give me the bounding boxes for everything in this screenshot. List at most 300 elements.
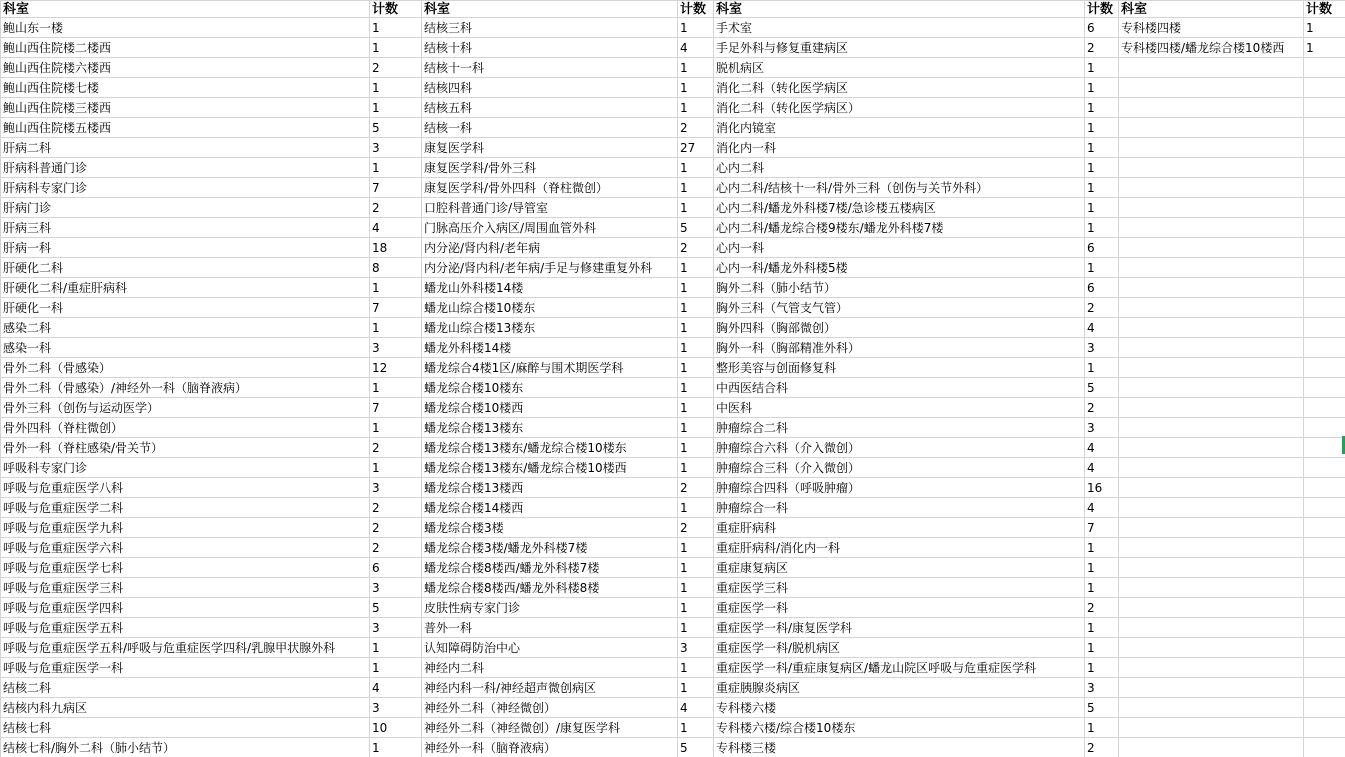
cell-department-2[interactable]: 皮肤性病专家门诊	[422, 598, 678, 618]
cell-count-2[interactable]: 1	[678, 398, 714, 418]
cell-count-2[interactable]: 1	[678, 338, 714, 358]
cell-count-4[interactable]	[1304, 238, 1345, 258]
cell-count-4[interactable]	[1304, 338, 1345, 358]
cell-department-4[interactable]: 专科楼四楼	[1119, 18, 1304, 38]
cell-department-1[interactable]: 感染一科	[1, 338, 370, 358]
cell-department-3[interactable]: 心内一科/蟠龙外科楼5楼	[714, 258, 1085, 278]
cell-count-1[interactable]: 12	[370, 358, 422, 378]
cell-count-4[interactable]	[1304, 598, 1345, 618]
cell-department-1[interactable]: 骨外一科（脊柱感染/骨关节）	[1, 438, 370, 458]
cell-department-1[interactable]: 骨外三科（创伤与运动医学）	[1, 398, 370, 418]
cell-department-3[interactable]: 胸外四科（胸部微创）	[714, 318, 1085, 338]
cell-count-1[interactable]: 3	[370, 578, 422, 598]
cell-count-1[interactable]: 1	[370, 78, 422, 98]
cell-count-2[interactable]: 1	[678, 438, 714, 458]
cell-count-2[interactable]: 1	[678, 58, 714, 78]
cell-department-3[interactable]: 肿瘤综合二科	[714, 418, 1085, 438]
cell-department-2[interactable]: 康复医学科/骨外四科（脊柱微创）	[422, 178, 678, 198]
cell-count-3[interactable]: 4	[1085, 438, 1119, 458]
header-department-4[interactable]: 科室	[1119, 1, 1304, 18]
cell-count-4[interactable]	[1304, 58, 1345, 78]
cell-department-4[interactable]	[1119, 498, 1304, 518]
cell-count-2[interactable]: 1	[678, 618, 714, 638]
cell-department-1[interactable]: 呼吸与危重症医学五科/呼吸与危重症医学四科/乳腺甲状腺外科	[1, 638, 370, 658]
cell-count-3[interactable]: 3	[1085, 338, 1119, 358]
cell-count-3[interactable]: 1	[1085, 578, 1119, 598]
cell-department-2[interactable]: 结核十一科	[422, 58, 678, 78]
cell-count-1[interactable]: 8	[370, 258, 422, 278]
cell-department-4[interactable]	[1119, 478, 1304, 498]
cell-department-1[interactable]: 鲍山西住院楼七楼	[1, 78, 370, 98]
cell-count-3[interactable]: 1	[1085, 218, 1119, 238]
cell-count-1[interactable]: 2	[370, 198, 422, 218]
cell-count-3[interactable]: 5	[1085, 378, 1119, 398]
cell-count-3[interactable]: 4	[1085, 318, 1119, 338]
cell-count-4[interactable]	[1304, 658, 1345, 678]
cell-count-1[interactable]: 10	[370, 718, 422, 738]
cell-count-2[interactable]: 2	[678, 238, 714, 258]
cell-department-1[interactable]: 骨外四科（脊柱微创）	[1, 418, 370, 438]
cell-department-1[interactable]: 呼吸科专家门诊	[1, 458, 370, 478]
cell-department-2[interactable]: 结核五科	[422, 98, 678, 118]
header-count-2[interactable]: 计数	[678, 1, 714, 18]
cell-department-1[interactable]: 结核内科九病区	[1, 698, 370, 718]
cell-department-2[interactable]: 内分泌/肾内科/老年病	[422, 238, 678, 258]
cell-count-1[interactable]: 4	[370, 678, 422, 698]
cell-department-2[interactable]: 康复医学科/骨外三科	[422, 158, 678, 178]
cell-count-4[interactable]	[1304, 218, 1345, 238]
cell-count-3[interactable]: 16	[1085, 478, 1119, 498]
cell-count-2[interactable]: 2	[678, 118, 714, 138]
cell-department-4[interactable]	[1119, 298, 1304, 318]
cell-count-3[interactable]: 3	[1085, 678, 1119, 698]
cell-department-1[interactable]: 肝硬化二科/重症肝病科	[1, 278, 370, 298]
cell-department-4[interactable]	[1119, 118, 1304, 138]
cell-department-3[interactable]: 心内二科/蟠龙外科楼7楼/急诊楼五楼病区	[714, 198, 1085, 218]
cell-department-2[interactable]: 结核一科	[422, 118, 678, 138]
cell-department-4[interactable]	[1119, 658, 1304, 678]
cell-count-2[interactable]: 1	[678, 558, 714, 578]
cell-count-3[interactable]: 1	[1085, 58, 1119, 78]
cell-department-3[interactable]: 心内二科	[714, 158, 1085, 178]
cell-department-1[interactable]: 呼吸与危重症医学八科	[1, 478, 370, 498]
cell-count-4[interactable]	[1304, 418, 1345, 438]
cell-count-4[interactable]	[1304, 258, 1345, 278]
cell-department-1[interactable]: 感染二科	[1, 318, 370, 338]
cell-count-4[interactable]	[1304, 358, 1345, 378]
cell-department-3[interactable]: 消化二科（转化医学病区	[714, 78, 1085, 98]
cell-department-2[interactable]: 口腔科普通门诊/导管室	[422, 198, 678, 218]
cell-department-1[interactable]: 呼吸与危重症医学三科	[1, 578, 370, 598]
cell-count-1[interactable]: 6	[370, 558, 422, 578]
cell-department-4[interactable]	[1119, 418, 1304, 438]
cell-department-1[interactable]: 骨外二科（骨感染）/神经外一科（脑脊液病）	[1, 378, 370, 398]
cell-department-4[interactable]	[1119, 218, 1304, 238]
cell-count-3[interactable]: 2	[1085, 598, 1119, 618]
cell-department-3[interactable]: 中医科	[714, 398, 1085, 418]
cell-count-4[interactable]	[1304, 458, 1345, 478]
cell-department-2[interactable]: 神经内二科	[422, 658, 678, 678]
cell-department-1[interactable]: 呼吸与危重症医学二科	[1, 498, 370, 518]
cell-count-2[interactable]: 1	[678, 498, 714, 518]
cell-count-2[interactable]: 1	[678, 198, 714, 218]
cell-count-2[interactable]: 1	[678, 258, 714, 278]
cell-department-2[interactable]: 蟠龙综合楼10楼西	[422, 398, 678, 418]
cell-department-2[interactable]: 普外一科	[422, 618, 678, 638]
cell-count-1[interactable]: 3	[370, 138, 422, 158]
cell-count-1[interactable]: 1	[370, 98, 422, 118]
cell-count-3[interactable]: 1	[1085, 78, 1119, 98]
cell-department-4[interactable]	[1119, 618, 1304, 638]
cell-count-4[interactable]	[1304, 198, 1345, 218]
cell-count-1[interactable]: 1	[370, 418, 422, 438]
cell-department-4[interactable]	[1119, 678, 1304, 698]
cell-count-1[interactable]: 3	[370, 338, 422, 358]
cell-department-3[interactable]: 脱机病区	[714, 58, 1085, 78]
cell-count-1[interactable]: 7	[370, 398, 422, 418]
cell-department-3[interactable]: 心内一科	[714, 238, 1085, 258]
cell-count-4[interactable]	[1304, 678, 1345, 698]
cell-count-4[interactable]	[1304, 378, 1345, 398]
cell-count-1[interactable]: 5	[370, 598, 422, 618]
cell-count-4[interactable]	[1304, 98, 1345, 118]
cell-department-3[interactable]: 重症肝病科	[714, 518, 1085, 538]
cell-count-3[interactable]: 1	[1085, 538, 1119, 558]
cell-department-1[interactable]: 肝病科普通门诊	[1, 158, 370, 178]
cell-department-4[interactable]	[1119, 358, 1304, 378]
cell-department-4[interactable]	[1119, 158, 1304, 178]
cell-department-2[interactable]: 神经外二科（神经微创）/康复医学科	[422, 718, 678, 738]
cell-department-3[interactable]: 整形美容与创面修复科	[714, 358, 1085, 378]
cell-department-2[interactable]: 蟠龙综合楼13楼东/蟠龙综合楼10楼西	[422, 458, 678, 478]
cell-department-3[interactable]: 肿瘤综合一科	[714, 498, 1085, 518]
cell-department-3[interactable]: 胸外一科（胸部精准外科）	[714, 338, 1085, 358]
cell-count-4[interactable]	[1304, 478, 1345, 498]
cell-count-3[interactable]: 1	[1085, 718, 1119, 738]
cell-department-4[interactable]	[1119, 338, 1304, 358]
cell-department-3[interactable]: 消化内镜室	[714, 118, 1085, 138]
cell-count-4[interactable]	[1304, 518, 1345, 538]
cell-department-3[interactable]: 重症医学三科	[714, 578, 1085, 598]
cell-department-4[interactable]	[1119, 438, 1304, 458]
cell-department-1[interactable]: 结核二科	[1, 678, 370, 698]
cell-count-1[interactable]: 1	[370, 318, 422, 338]
cell-department-1[interactable]: 呼吸与危重症医学四科	[1, 598, 370, 618]
cell-department-1[interactable]: 鲍山西住院楼二楼西	[1, 38, 370, 58]
cell-department-1[interactable]: 肝硬化一科	[1, 298, 370, 318]
cell-count-4[interactable]	[1304, 398, 1345, 418]
cell-count-2[interactable]: 1	[678, 578, 714, 598]
cell-department-2[interactable]: 康复医学科	[422, 138, 678, 158]
cell-count-3[interactable]: 7	[1085, 518, 1119, 538]
cell-count-3[interactable]: 1	[1085, 198, 1119, 218]
cell-department-3[interactable]: 重症医学一科/脱机病区	[714, 638, 1085, 658]
cell-count-4[interactable]	[1304, 118, 1345, 138]
cell-count-3[interactable]: 1	[1085, 658, 1119, 678]
cell-count-4[interactable]	[1304, 538, 1345, 558]
cell-department-2[interactable]: 蟠龙外科楼14楼	[422, 338, 678, 358]
header-department-2[interactable]: 科室	[422, 1, 678, 18]
cell-department-3[interactable]: 心内二科/蟠龙综合楼9楼东/蟠龙外科楼7楼	[714, 218, 1085, 238]
cell-department-4[interactable]	[1119, 518, 1304, 538]
cell-count-1[interactable]: 2	[370, 538, 422, 558]
cell-department-2[interactable]: 神经内科一科/神经超声微创病区	[422, 678, 678, 698]
cell-count-2[interactable]: 1	[678, 378, 714, 398]
cell-count-3[interactable]: 2	[1085, 298, 1119, 318]
cell-count-2[interactable]: 4	[678, 698, 714, 718]
cell-count-2[interactable]: 1	[678, 78, 714, 98]
cell-department-4[interactable]	[1119, 718, 1304, 738]
cell-department-3[interactable]: 中西医结合科	[714, 378, 1085, 398]
cell-count-3[interactable]: 3	[1085, 418, 1119, 438]
cell-department-1[interactable]: 鲍山西住院楼六楼西	[1, 58, 370, 78]
cell-count-4[interactable]	[1304, 178, 1345, 198]
cell-count-4[interactable]	[1304, 158, 1345, 178]
cell-department-3[interactable]: 肿瘤综合六科（介入微创）	[714, 438, 1085, 458]
header-count-1[interactable]: 计数	[370, 1, 422, 18]
cell-department-4[interactable]	[1119, 78, 1304, 98]
cell-count-4[interactable]	[1304, 638, 1345, 658]
cell-department-4[interactable]	[1119, 238, 1304, 258]
cell-count-4[interactable]: 1	[1304, 38, 1345, 58]
cell-department-2[interactable]: 认知障碍防治中心	[422, 638, 678, 658]
cell-count-4[interactable]	[1304, 138, 1345, 158]
cell-department-2[interactable]: 内分泌/肾内科/老年病/手足与修建重复外科	[422, 258, 678, 278]
cell-count-1[interactable]: 1	[370, 638, 422, 658]
cell-count-4[interactable]	[1304, 438, 1345, 458]
cell-department-2[interactable]: 结核三科	[422, 18, 678, 38]
cell-count-3[interactable]: 2	[1085, 398, 1119, 418]
cell-count-3[interactable]: 6	[1085, 18, 1119, 38]
cell-count-3[interactable]: 6	[1085, 278, 1119, 298]
cell-department-2[interactable]: 蟠龙综合楼3楼/蟠龙外科楼7楼	[422, 538, 678, 558]
cell-count-1[interactable]: 3	[370, 478, 422, 498]
header-department-3[interactable]: 科室	[714, 1, 1085, 18]
cell-department-2[interactable]: 蟠龙综合4楼1区/麻醉与围术期医学科	[422, 358, 678, 378]
header-department-1[interactable]: 科室	[1, 1, 370, 18]
cell-department-4[interactable]	[1119, 258, 1304, 278]
cell-department-4[interactable]	[1119, 138, 1304, 158]
cell-department-4[interactable]	[1119, 698, 1304, 718]
cell-count-2[interactable]: 1	[678, 718, 714, 738]
cell-department-4[interactable]	[1119, 58, 1304, 78]
cell-count-2[interactable]: 3	[678, 638, 714, 658]
cell-count-1[interactable]: 3	[370, 698, 422, 718]
cell-department-3[interactable]: 重症胰腺炎病区	[714, 678, 1085, 698]
cell-department-2[interactable]: 结核四科	[422, 78, 678, 98]
cell-department-3[interactable]: 重症医学一科/重症康复病区/蟠龙山院区呼吸与危重症医学科	[714, 658, 1085, 678]
cell-department-1[interactable]: 呼吸与危重症医学一科	[1, 658, 370, 678]
cell-department-3[interactable]: 消化内一科	[714, 138, 1085, 158]
cell-count-1[interactable]: 2	[370, 518, 422, 538]
cell-department-1[interactable]: 结核七科/胸外二科（肺小结节）	[1, 738, 370, 757]
cell-department-2[interactable]: 神经外二科（神经微创）	[422, 698, 678, 718]
cell-department-4[interactable]	[1119, 378, 1304, 398]
cell-department-3[interactable]: 胸外三科（气管支气管）	[714, 298, 1085, 318]
cell-department-1[interactable]: 肝病门诊	[1, 198, 370, 218]
cell-count-1[interactable]: 3	[370, 618, 422, 638]
cell-department-1[interactable]: 呼吸与危重症医学五科	[1, 618, 370, 638]
cell-count-1[interactable]: 1	[370, 278, 422, 298]
cell-department-2[interactable]: 门脉高压介入病区/周围血管外科	[422, 218, 678, 238]
cell-department-1[interactable]: 呼吸与危重症医学六科	[1, 538, 370, 558]
cell-count-4[interactable]	[1304, 718, 1345, 738]
cell-count-1[interactable]: 4	[370, 218, 422, 238]
cell-department-3[interactable]: 肿瘤综合三科（介入微创）	[714, 458, 1085, 478]
cell-department-4[interactable]	[1119, 558, 1304, 578]
cell-department-1[interactable]: 呼吸与危重症医学九科	[1, 518, 370, 538]
cell-department-4[interactable]	[1119, 458, 1304, 478]
cell-department-3[interactable]: 专科楼六楼	[714, 698, 1085, 718]
cell-count-2[interactable]: 1	[678, 278, 714, 298]
cell-count-1[interactable]: 1	[370, 658, 422, 678]
cell-count-4[interactable]	[1304, 318, 1345, 338]
cell-count-3[interactable]: 2	[1085, 38, 1119, 58]
cell-count-2[interactable]: 1	[678, 318, 714, 338]
cell-count-2[interactable]: 1	[678, 298, 714, 318]
cell-count-1[interactable]: 2	[370, 498, 422, 518]
cell-department-3[interactable]: 肿瘤综合四科（呼吸肿瘤）	[714, 478, 1085, 498]
cell-count-3[interactable]: 1	[1085, 158, 1119, 178]
cell-count-3[interactable]: 1	[1085, 358, 1119, 378]
cell-department-3[interactable]: 重症康复病区	[714, 558, 1085, 578]
cell-department-4[interactable]	[1119, 738, 1304, 757]
cell-department-4[interactable]	[1119, 178, 1304, 198]
cell-count-4[interactable]	[1304, 298, 1345, 318]
cell-department-3[interactable]: 专科楼六楼/综合楼10楼东	[714, 718, 1085, 738]
cell-department-3[interactable]: 胸外二科（肺小结节）	[714, 278, 1085, 298]
cell-department-3[interactable]: 心内二科/结核十一科/骨外三科（创伤与关节外科）	[714, 178, 1085, 198]
cell-count-1[interactable]: 1	[370, 738, 422, 757]
cell-department-2[interactable]: 蟠龙山综合楼13楼东	[422, 318, 678, 338]
cell-department-4[interactable]: 专科楼四楼/蟠龙综合楼10楼西	[1119, 38, 1304, 58]
cell-count-3[interactable]: 4	[1085, 458, 1119, 478]
cell-count-4[interactable]	[1304, 498, 1345, 518]
cell-department-1[interactable]: 肝病三科	[1, 218, 370, 238]
cell-department-3[interactable]: 消化二科（转化医学病区）	[714, 98, 1085, 118]
cell-count-2[interactable]: 1	[678, 98, 714, 118]
cell-department-3[interactable]: 专科楼三楼	[714, 738, 1085, 757]
cell-count-4[interactable]	[1304, 578, 1345, 598]
cell-count-4[interactable]	[1304, 738, 1345, 757]
cell-count-1[interactable]: 1	[370, 38, 422, 58]
cell-count-4[interactable]	[1304, 78, 1345, 98]
cell-department-3[interactable]: 重症医学一科	[714, 598, 1085, 618]
cell-count-4[interactable]	[1304, 558, 1345, 578]
cell-department-2[interactable]: 蟠龙山综合楼10楼东	[422, 298, 678, 318]
cell-count-3[interactable]: 4	[1085, 498, 1119, 518]
cell-count-1[interactable]: 5	[370, 118, 422, 138]
cell-count-1[interactable]: 2	[370, 438, 422, 458]
cell-count-4[interactable]	[1304, 278, 1345, 298]
cell-department-3[interactable]: 重症医学一科/康复医学科	[714, 618, 1085, 638]
cell-count-3[interactable]: 1	[1085, 638, 1119, 658]
cell-count-2[interactable]: 27	[678, 138, 714, 158]
cell-department-2[interactable]: 蟠龙综合楼10楼东	[422, 378, 678, 398]
cell-count-3[interactable]: 1	[1085, 178, 1119, 198]
cell-count-2[interactable]: 1	[678, 538, 714, 558]
cell-department-4[interactable]	[1119, 198, 1304, 218]
cell-department-4[interactable]	[1119, 638, 1304, 658]
cell-department-1[interactable]: 鲍山东一楼	[1, 18, 370, 38]
cell-count-1[interactable]: 1	[370, 378, 422, 398]
cell-count-3[interactable]: 1	[1085, 258, 1119, 278]
cell-department-3[interactable]: 重症肝病科/消化内一科	[714, 538, 1085, 558]
cell-count-2[interactable]: 2	[678, 478, 714, 498]
header-count-3[interactable]: 计数	[1085, 1, 1119, 18]
cell-department-4[interactable]	[1119, 318, 1304, 338]
cell-count-2[interactable]: 1	[678, 598, 714, 618]
cell-count-1[interactable]: 7	[370, 178, 422, 198]
cell-department-1[interactable]: 结核七科	[1, 718, 370, 738]
cell-department-3[interactable]: 手足外科与修复重建病区	[714, 38, 1085, 58]
cell-count-2[interactable]: 4	[678, 38, 714, 58]
cell-department-4[interactable]	[1119, 578, 1304, 598]
cell-count-2[interactable]: 1	[678, 458, 714, 478]
cell-department-2[interactable]: 蟠龙综合楼13楼东/蟠龙综合楼10楼东	[422, 438, 678, 458]
cell-count-2[interactable]: 1	[678, 18, 714, 38]
cell-count-3[interactable]: 1	[1085, 138, 1119, 158]
cell-count-1[interactable]: 18	[370, 238, 422, 258]
cell-count-3[interactable]: 1	[1085, 558, 1119, 578]
header-count-4[interactable]: 计数	[1304, 1, 1345, 18]
cell-count-4[interactable]: 1	[1304, 18, 1345, 38]
cell-department-2[interactable]: 蟠龙综合楼8楼西/蟠龙外科楼7楼	[422, 558, 678, 578]
cell-department-4[interactable]	[1119, 278, 1304, 298]
cell-department-2[interactable]: 蟠龙综合楼3楼	[422, 518, 678, 538]
cell-department-2[interactable]: 结核十科	[422, 38, 678, 58]
cell-department-4[interactable]	[1119, 98, 1304, 118]
cell-count-2[interactable]: 1	[678, 178, 714, 198]
cell-department-1[interactable]: 肝病科专家门诊	[1, 178, 370, 198]
cell-count-1[interactable]: 1	[370, 158, 422, 178]
cell-count-2[interactable]: 5	[678, 738, 714, 757]
cell-count-1[interactable]: 1	[370, 18, 422, 38]
cell-department-1[interactable]: 呼吸与危重症医学七科	[1, 558, 370, 578]
cell-department-2[interactable]: 蟠龙山外科楼14楼	[422, 278, 678, 298]
cell-department-2[interactable]: 蟠龙综合楼13楼西	[422, 478, 678, 498]
cell-department-1[interactable]: 肝病二科	[1, 138, 370, 158]
cell-department-2[interactable]: 蟠龙综合楼14楼西	[422, 498, 678, 518]
cell-department-3[interactable]: 手术室	[714, 18, 1085, 38]
cell-count-1[interactable]: 7	[370, 298, 422, 318]
cell-department-1[interactable]: 鲍山西住院楼五楼西	[1, 118, 370, 138]
cell-department-1[interactable]: 鲍山西住院楼三楼西	[1, 98, 370, 118]
cell-count-2[interactable]: 5	[678, 218, 714, 238]
cell-count-4[interactable]	[1304, 618, 1345, 638]
cell-count-2[interactable]: 1	[678, 658, 714, 678]
cell-department-4[interactable]	[1119, 598, 1304, 618]
cell-department-2[interactable]: 神经外一科（脑脊液病）	[422, 738, 678, 757]
cell-count-3[interactable]: 1	[1085, 118, 1119, 138]
cell-count-1[interactable]: 1	[370, 458, 422, 478]
cell-count-3[interactable]: 2	[1085, 738, 1119, 757]
cell-count-2[interactable]: 1	[678, 158, 714, 178]
cell-count-2[interactable]: 1	[678, 358, 714, 378]
cell-department-2[interactable]: 蟠龙综合楼8楼西/蟠龙外科楼8楼	[422, 578, 678, 598]
cell-count-4[interactable]	[1304, 698, 1345, 718]
cell-count-3[interactable]: 5	[1085, 698, 1119, 718]
cell-department-1[interactable]: 肝硬化二科	[1, 258, 370, 278]
cell-department-4[interactable]	[1119, 538, 1304, 558]
cell-count-2[interactable]: 1	[678, 418, 714, 438]
cell-department-2[interactable]: 蟠龙综合楼13楼东	[422, 418, 678, 438]
cell-count-3[interactable]: 1	[1085, 618, 1119, 638]
cell-count-1[interactable]: 2	[370, 58, 422, 78]
cell-department-1[interactable]: 骨外二科（骨感染）	[1, 358, 370, 378]
cell-department-4[interactable]	[1119, 398, 1304, 418]
cell-count-3[interactable]: 1	[1085, 98, 1119, 118]
